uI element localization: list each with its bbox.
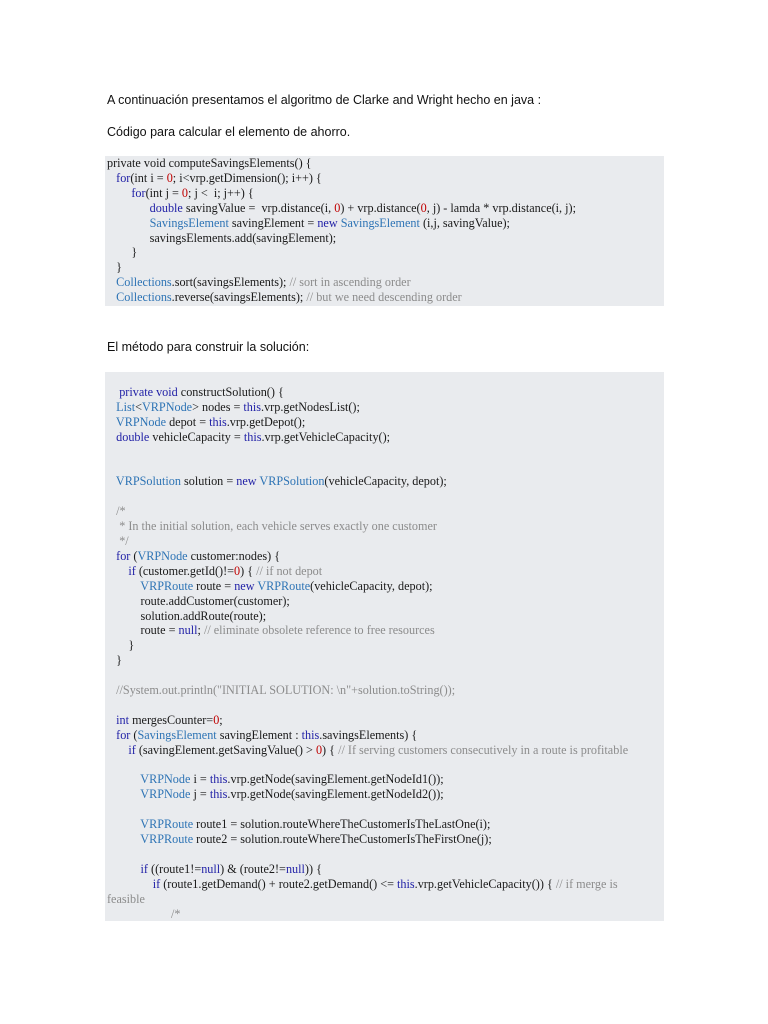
code-token: .sort(savingsElements); <box>171 275 290 290</box>
code-token: this <box>209 787 228 802</box>
code-token <box>107 430 116 444</box>
code-token: (i,j, savingValue); <box>419 215 510 230</box>
code-token: /* <box>107 504 126 519</box>
code-token <box>107 216 150 230</box>
code-token <box>107 579 140 593</box>
code-token: route = <box>193 578 235 593</box>
code-token: 0 <box>420 200 427 215</box>
code-token: if <box>140 861 148 876</box>
code-token: constructSolution() { <box>177 385 284 399</box>
code-token: )) { <box>304 861 322 876</box>
code-token: VRPNode <box>115 414 167 429</box>
code-token: > nodes = <box>192 399 244 414</box>
code-token: private void <box>119 385 178 399</box>
code-token: // If serving customers consecutively in a route is profitable <box>338 742 629 757</box>
code-line <box>107 832 492 847</box>
code-token: this <box>243 399 262 414</box>
code-token: } <box>107 653 122 668</box>
code-token: 0 <box>166 170 173 185</box>
code-token <box>107 171 116 185</box>
code-token: savingElement : <box>216 727 302 742</box>
code-token: VRPNode <box>137 548 188 563</box>
code-token: // but we need descending order <box>306 290 462 305</box>
code-line <box>107 171 322 186</box>
code-line <box>107 430 390 445</box>
code-line <box>107 290 462 305</box>
code-line <box>107 260 122 275</box>
code-token: 0 <box>213 712 220 727</box>
code-token: 0 <box>181 185 189 200</box>
code-token <box>107 275 116 289</box>
code-token: .vrp.getNode(savingElement.getNodeId2()); <box>227 787 444 802</box>
code-token: private void computeSavingsElements() { <box>107 156 312 170</box>
code-token: for <box>116 548 131 563</box>
code-token: ; <box>219 712 223 727</box>
code-token: savingValue = vrp.distance(i, <box>182 200 335 215</box>
code-token: new <box>234 578 255 593</box>
code-token <box>107 787 140 801</box>
code-token: SavingsElement <box>137 727 217 742</box>
code-token: 0 <box>334 200 341 215</box>
code-token: this <box>397 876 415 891</box>
code-token: if <box>128 563 136 578</box>
code-token: (int i = <box>130 170 167 185</box>
code-token: customer:nodes) { <box>187 548 281 563</box>
code-line <box>107 275 411 290</box>
code-token: * In the initial solution, each vehicle serves exactly one customer <box>107 519 437 534</box>
code-token: null <box>178 623 198 638</box>
code-line <box>107 216 510 231</box>
code-token: for <box>116 170 131 185</box>
code-token: ; j < i; j++) { <box>188 185 254 200</box>
code-token <box>107 290 116 304</box>
code-token <box>107 772 140 786</box>
savings-code-title: Código para calcular el elemento de ahorro. <box>107 125 351 139</box>
code-token: .vrp.getDepot(); <box>226 414 306 429</box>
code-line <box>107 683 455 698</box>
code-token: if <box>128 742 136 757</box>
code-token <box>107 877 153 891</box>
code-token: Collections <box>116 290 172 305</box>
code-line <box>107 549 280 564</box>
code-token <box>107 186 131 200</box>
code-token <box>107 862 141 876</box>
code-token <box>107 564 128 578</box>
code-token: VRPSolution <box>259 474 325 489</box>
code-token: List <box>116 399 136 414</box>
code-token <box>107 474 116 488</box>
code-token <box>107 907 171 921</box>
code-token: ; <box>197 623 204 638</box>
savings-code-block <box>105 156 664 306</box>
code-line <box>107 385 284 400</box>
code-token: (vehicleCapacity, depot); <box>324 474 447 489</box>
code-token <box>107 549 116 563</box>
code-token: for <box>131 185 146 200</box>
code-token: double <box>116 429 150 444</box>
code-token: SavingsElement <box>340 215 420 230</box>
code-token: (savingElement.getSavingValue() > <box>135 742 316 757</box>
code-line <box>107 474 447 489</box>
code-token: .vrp.getVehicleCapacity(); <box>261 429 391 444</box>
code-line <box>107 728 417 743</box>
code-token: null <box>201 861 221 876</box>
code-line <box>107 245 137 260</box>
code-token: vehicleCapacity = <box>149 429 244 444</box>
code-token: ) { <box>240 563 257 578</box>
code-line <box>107 415 305 430</box>
code-token: ) { <box>322 742 339 757</box>
code-line <box>107 638 134 653</box>
code-token: /* <box>170 906 181 921</box>
code-token: int <box>116 712 130 727</box>
code-token: (route1.getDemand() + route2.getDemand() <= <box>160 876 398 891</box>
code-token: .savingsElements) { <box>319 727 418 742</box>
code-token: VRPRoute <box>140 578 194 593</box>
code-token: solution = <box>180 474 237 489</box>
code-token: ) + vrp.distance( <box>340 200 421 215</box>
code-token: VRPNode <box>140 787 191 802</box>
method-title: El método para construir la solución: <box>107 340 310 354</box>
code-token: , j) - lamda * vrp.distance(i, j); <box>426 200 576 215</box>
code-token: savingsElements.add(savingElement); <box>107 230 337 245</box>
code-token <box>107 400 116 414</box>
code-token: Collections <box>116 275 172 290</box>
code-line <box>107 892 145 907</box>
code-token: this <box>209 772 228 787</box>
code-line <box>107 156 312 171</box>
code-token: ) & (route2!= <box>220 861 286 876</box>
code-token: for <box>116 727 131 742</box>
code-token: depot = <box>166 414 210 429</box>
code-token: VRPNode <box>141 399 193 414</box>
code-token: VRPNode <box>140 772 191 787</box>
code-token: SavingsElement <box>149 215 229 230</box>
code-line <box>107 862 322 877</box>
code-token <box>107 728 116 742</box>
code-token: // eliminate obsolete reference to free resources <box>203 623 435 638</box>
code-token: solution.addRoute(route); <box>107 608 267 623</box>
code-line <box>107 787 444 802</box>
code-token: } <box>107 638 135 653</box>
code-token: .vrp.getVehicleCapacity()) { <box>414 876 556 891</box>
code-token: savingElement = <box>228 215 318 230</box>
code-token: feasible <box>107 891 145 906</box>
code-token: route.addCustomer(customer); <box>107 593 290 608</box>
code-token: route1 = solution.routeWhereTheCustomerIsTheLastOne(i); <box>193 817 491 832</box>
code-token: ((route1!= <box>147 861 202 876</box>
code-token: // sort in ascending order <box>289 275 411 290</box>
code-token: ; i<vrp.getDimension(); i++) { <box>172 170 322 185</box>
code-line <box>107 504 126 519</box>
code-token: this <box>243 429 262 444</box>
code-token: .vrp.getNodesList(); <box>261 399 360 414</box>
code-line <box>107 653 122 668</box>
code-line <box>107 519 437 534</box>
code-token: .vrp.getNode(savingElement.getNodeId1()); <box>227 772 444 787</box>
code-token: j = <box>190 787 210 802</box>
code-token: .reverse(savingsElements); <box>171 290 307 305</box>
code-token: // if not depot <box>256 563 323 578</box>
code-token: (vehicleCapacity, depot); <box>310 578 433 593</box>
code-line <box>107 623 435 638</box>
code-token: (int j = <box>145 185 182 200</box>
code-token <box>107 832 140 846</box>
code-token: < <box>135 399 142 414</box>
code-line <box>107 772 444 787</box>
code-line <box>107 713 223 728</box>
code-token: 0 <box>234 563 241 578</box>
code-token: VRPRoute <box>140 832 194 846</box>
code-line <box>107 201 576 216</box>
code-token: this <box>301 727 320 742</box>
code-line <box>107 594 290 609</box>
code-token: //System.out.println("INITIAL SOLUTION: \n"+solution.toString()); <box>107 683 456 697</box>
code-token: i = <box>190 772 210 787</box>
code-token: VRPSolution <box>115 474 181 489</box>
code-token: ( <box>130 727 138 742</box>
code-token: // if merge is <box>555 876 618 891</box>
code-token: (customer.getId()!= <box>135 563 235 578</box>
code-token <box>107 743 128 757</box>
code-token: VRPRoute <box>140 817 194 832</box>
intro-heading: A continuación presentamos el algoritmo de Clarke and Wright hecho en java : <box>107 93 542 107</box>
code-line <box>107 817 490 832</box>
code-token <box>107 385 119 399</box>
code-token: new <box>236 474 257 489</box>
code-token <box>107 713 116 727</box>
code-token: this <box>209 414 227 429</box>
code-token: route = <box>107 623 179 638</box>
code-line <box>107 609 266 624</box>
code-token: new <box>317 215 338 230</box>
code-line <box>107 400 360 415</box>
code-token: 0 <box>315 742 323 757</box>
code-token: } <box>107 245 138 260</box>
code-token: route2 = solution.routeWhereTheCustomerIsTheFirstOne(j); <box>193 832 492 846</box>
code-line <box>107 743 628 758</box>
code-line <box>107 907 180 922</box>
code-token <box>107 817 140 831</box>
code-line <box>107 877 618 892</box>
code-token: null <box>285 861 305 876</box>
code-token: */ <box>107 534 129 548</box>
code-token: double <box>149 200 183 215</box>
code-line <box>107 564 322 579</box>
code-line <box>107 579 433 594</box>
code-token: ( <box>130 548 138 563</box>
code-token: VRPRoute <box>257 578 311 593</box>
code-line <box>107 534 129 549</box>
code-token: } <box>107 260 122 275</box>
code-line <box>107 186 254 201</box>
code-token: mergesCounter= <box>129 712 214 727</box>
code-token: if <box>152 876 161 891</box>
construct-solution-code-block <box>105 372 664 921</box>
code-line <box>107 231 336 246</box>
code-token <box>107 201 150 215</box>
code-token <box>107 415 116 429</box>
